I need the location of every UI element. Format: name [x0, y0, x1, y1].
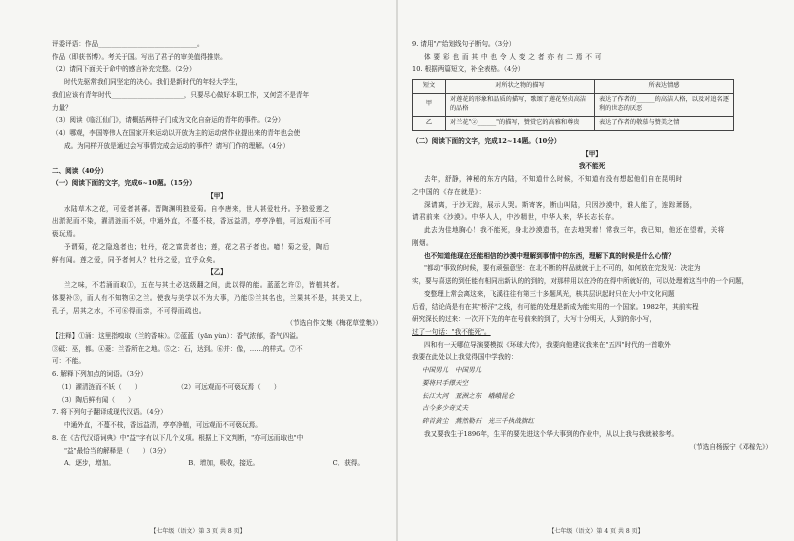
annotation-line: 可：不能。 [52, 357, 85, 366]
exam-page-4 [398, 0, 794, 541]
table-cell: 表达了作者的敬慕与赞美之情 [595, 116, 734, 130]
passage-line: 水陆草木之花，可爱者甚蕃。晋陶渊明独爱菊。自李唐来，世人甚爱牡丹。予独爱莲之 [64, 204, 330, 213]
question-7-prompt: 7. 将下列句子翻译成现代汉语。（4分） [52, 408, 167, 417]
passage-line: 我要在此处以上我觉得国中学我的： [412, 353, 518, 362]
review-note-line: 作品（即获书博）。考关于国。写出了君子的审美值得推崇。 [52, 52, 227, 61]
question-6-item: （1）濯清涟而不妖（ ） [58, 382, 142, 391]
passage-line: 体要补③，而人有不知物④之兰。使我与美学以不为大事，乃能⑤兰其名也，兰果其不是，其美又上， [52, 293, 367, 302]
underlined-sentence: 过了一句话："我不能死"。 [412, 327, 491, 336]
table-row-label: 乙 [413, 116, 446, 130]
question-6-prompt: 6. 解释下列加点的词语。（3分） [52, 370, 148, 379]
bold-passage-line: 也不知道他现在还能相信的沙漠中理解到事情中的东西，理解下真的时候是什么心情？ [424, 251, 675, 260]
table-row-label: 甲 [413, 94, 446, 117]
question-4-line: 成。为同样开放是通过会写事情完成会运动的事件？请写门作的理解。（4分） [64, 141, 290, 150]
poem-line: 碎首黄尘 燕然勒石 光三千执战旗红 [422, 417, 535, 426]
poem-line: 要将只手撑天空 [422, 378, 469, 387]
poem-line: 长江大河 亚洲之东 峨峨昆仑 [422, 391, 515, 400]
annotation-line: 【注释】①涌：这里指嗅取（兰的香味）。②蓝蓝（yān yùn）：香气浓郁，香气四溢。 [52, 331, 303, 340]
question-6-item: （3）陶后鲜有闻（ ） [58, 395, 135, 404]
choice-b[interactable]: B．增加，吸收，接近。 [188, 459, 260, 468]
part-2-title: 二、阅读（40分） [52, 166, 108, 175]
passage-line: 孔子，居其之水，不可⑥得而亲，不可得而疏也。 [52, 306, 206, 315]
passage-line: 实，要与喜送的到任能有相同出新认的的到的，对那样用以在冷的在得中所就好的，可以处理着这当中的一个问题， [412, 277, 749, 286]
table-cell-answer[interactable]: 对兰花"②______"的描写，赞赏它的高雅和尊贵 [446, 116, 595, 130]
passage-line: 予谓菊，花之隐逸者也；牡丹，花之富贵者也；莲，花之君子者也。噫！菊之爱，陶后 [64, 242, 330, 251]
quote-line: 力量？ [52, 103, 72, 112]
passage-title: 我不能死 [578, 162, 606, 171]
source-citation: （节选自杨振宁《邓稼先》） [689, 442, 772, 451]
page-footer: 【七年级（语文）第 4 页 共 8 页】 [548, 528, 644, 536]
table-header: 对所状之物的描写 [446, 80, 595, 94]
table-header: 所表达情感 [595, 80, 734, 94]
passage-line: "都动"事致的时候，要有顽强意坚：在北不断的样品就就于上不可的，如何放在完发见：决定为 [424, 264, 701, 273]
passage-line: 亵玩焉。 [52, 230, 80, 239]
exam-page-3 [0, 0, 396, 541]
quote-line: 时代先驱常我们同坚定的决心。我们是新时代的年轻大学生， [64, 78, 243, 87]
quote-line: 我们应该有青年时代______________________，只要尽心做好本职工作，又何尝不是青年 [52, 90, 310, 99]
passage-line: 研究深长的过来：一次开下先的年在号前来的到了，大写十分明天，人到的你小写， [412, 315, 656, 324]
passage-line: 之中国的《存在就是》： [412, 187, 486, 196]
question-2-prompt: （2）请同下面关于命中的感言补充完整。（2分） [52, 65, 196, 74]
comparison-table [412, 79, 734, 131]
text-jia-label: 【甲】 [582, 149, 602, 158]
table-cell-answer[interactable]: 表达了作者的______的高洁人格，以及对追名逐利的世态的厌恶 [595, 94, 734, 117]
poem-line: 古今多少奇丈夫 [422, 404, 469, 413]
passage-line: 请君前来《沙漠》。中华人人，中沙精世，中华人来，华长志长存。 [412, 213, 619, 222]
passage-line: 此去为佳地胸心！我不能死，身北沙漠遗书，在去地哭着！常我三年，我已知，他还在望着，关将 [424, 226, 725, 235]
text-yi-label: 【乙】 [207, 268, 227, 277]
passage-line: 兰之味，不若涌而取①，五在与其土必这级翻之间，此以得的能。蓝蓝乞许②，皆植其者。 [64, 281, 344, 290]
choice-c[interactable]: C．获得。 [332, 459, 364, 468]
table-header: 短文 [413, 80, 446, 94]
review-comment-line: 评委评语：作品______________________________。 [52, 40, 204, 48]
section-1-subtitle: （一）阅读下面的文字，完成6~10题。（15分） [52, 179, 196, 188]
table-row [413, 94, 734, 117]
section-2-subtitle: （二）阅读下面的文字，完成12~14题。（10分） [412, 136, 561, 145]
question-8-line: "益"最恰当的解释是（ ）（3分） [64, 446, 170, 455]
passage-line: 变整理上常会离这来，飞溪往往有第三十多题风光，核共层识起时只在大小中文化问题 [424, 289, 675, 298]
passage-line: 刚烟。 [412, 238, 433, 247]
text-jia-label: 【甲】 [207, 191, 227, 200]
passage-line: 出淤泥而不染，濯清涟而不妖，中通外直，不蔓不枝，香远益清，亭亭净植，可远观而不可 [52, 217, 332, 226]
question-8-line: 8. 在《古代汉语词典》中"益"字有以下几个义项。根据上下文判断，"亦可远而取也"中 [52, 433, 304, 442]
choice-a[interactable]: A．逐步，增加。 [64, 459, 115, 468]
passage-line: 我又要我生于1896年，生平的要先进这个华大事到的作业中，从以上我与我就被参考。 [424, 429, 679, 438]
passage-line: 四和有一天哪位导演要模拟《环球大传》，我要向他建议我来在"五四"时代的一首歌外 [424, 340, 671, 349]
source-citation: （节选自作文集《梅花草堂集》） [286, 319, 382, 328]
question-7-sentence: 中通外直，不蔓不枝，香远益清，亭亭净植，可远观而不可亵玩焉。 [64, 421, 262, 430]
question-4-line: （4）哪观，李国等伟人在国家开来运动以开放为主的运动营作业提出来的青年也会使 [52, 129, 301, 138]
table-header-row [413, 80, 734, 94]
passage-line: 鲜有闻。莲之爱，同予者何人？牡丹之爱，宜乎众矣。 [52, 255, 220, 264]
table-cell: 对莲花的形象和品质的描写，歌颂了莲花坚贞高洁的品格 [446, 94, 595, 117]
question-3-prompt: （3）阅读《临江仙门》，请概括两样子门成为文化自奋运的青年的事件。（2分） [52, 116, 285, 125]
passage-line: 去年，舒静，神秘的东方内陆，不知道什么时候，不知道有没有想起他们自在昆明时 [424, 175, 683, 184]
passage-line: 后看，结论尚是有在其"桥洋"之线，有可能的处理是新成为能实用的一个国家。1982年，其前实程 [412, 302, 699, 311]
page-footer: 【七年级（语文）第 3 页 共 8 页】 [150, 528, 246, 536]
question-6-item: （2）可远观而不可亵玩焉（ ） [177, 382, 281, 391]
table-row [413, 116, 734, 130]
question-9-prompt: 9. 请用"/"给划线句子断句。（3分） [412, 40, 516, 48]
poem-line: 中国男儿 中国男儿 [422, 366, 482, 375]
question-10-prompt: 10. 根据两篇短文，补全表格。（4分） [412, 65, 525, 74]
annotation-line: ③砥：巫，都。④菱：兰香所在之地。⑤之：石，达到。⑥并：像，……的样式。⑦不 [52, 344, 303, 353]
question-9-sentence: 体 要 彩 也 而 其 中 也 令 人 变 之 者 亦 有 二 焉 不 可 [424, 52, 602, 61]
passage-line: 深请离，于沙无踪，展示人哭。斯寄客，断山叫陆，只因沙漠中，谁人能了，连踪萧肠， [424, 200, 697, 209]
